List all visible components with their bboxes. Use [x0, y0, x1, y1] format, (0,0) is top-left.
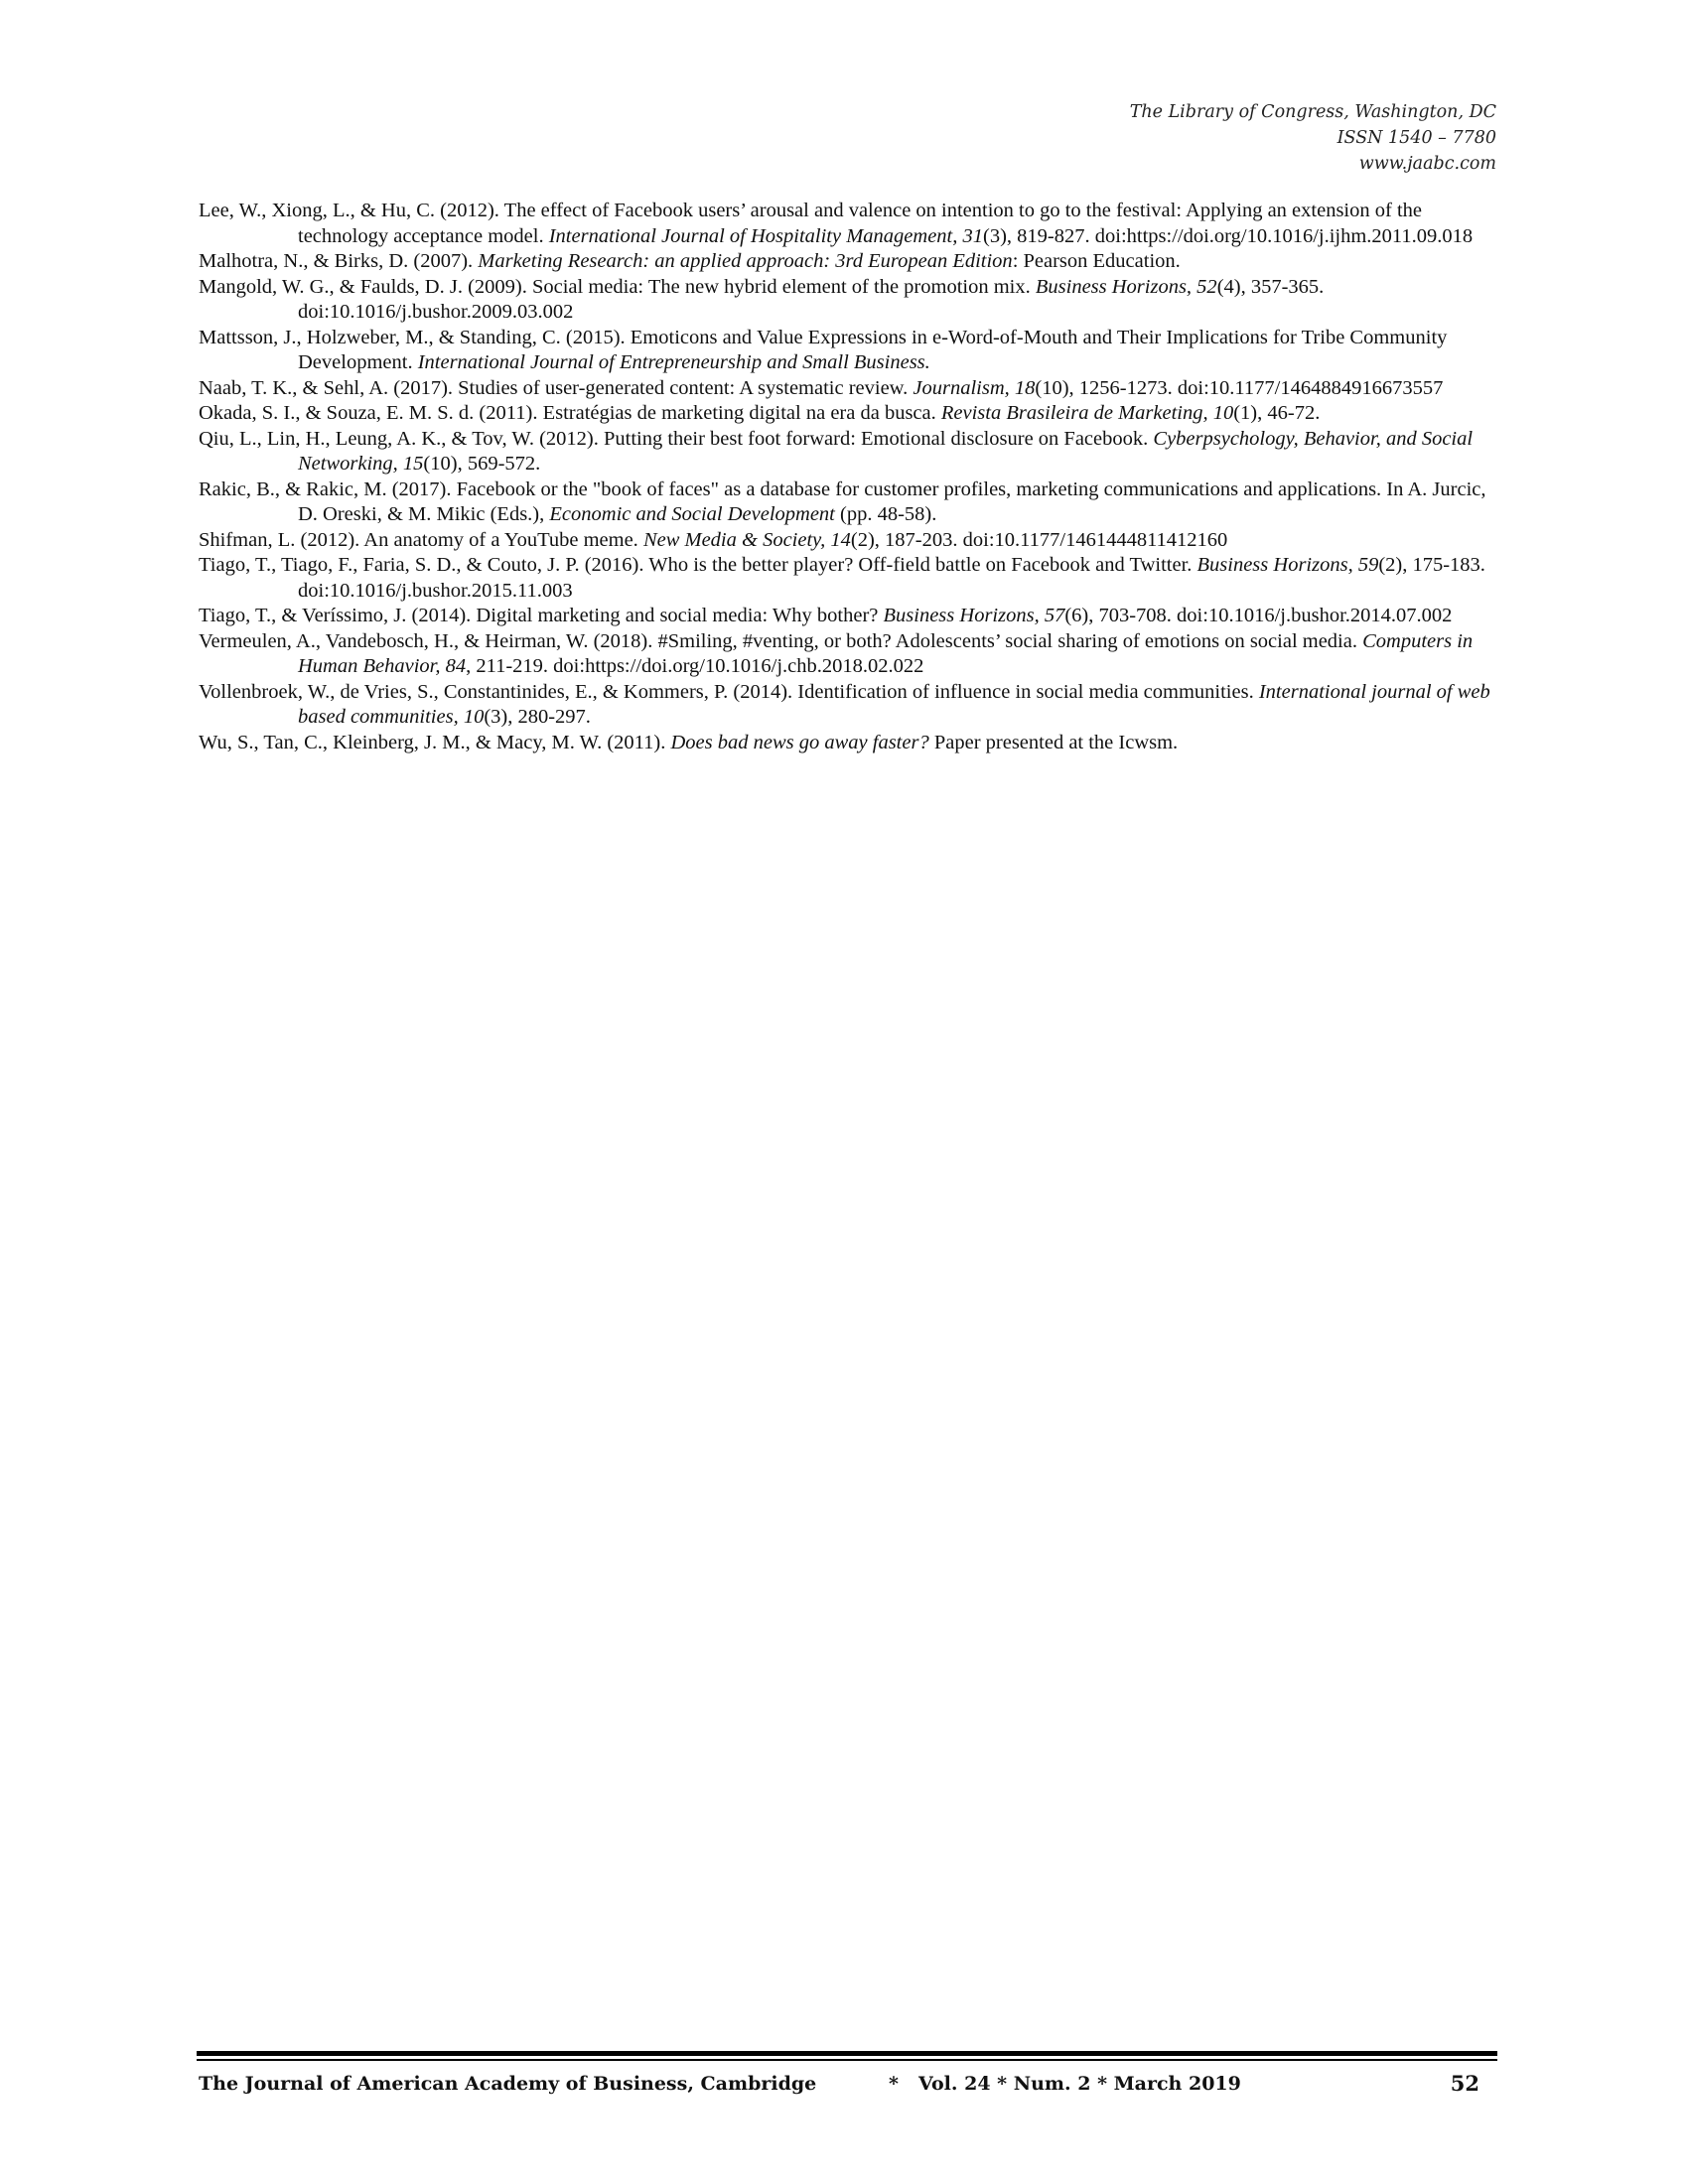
reference-entry [199, 401, 1499, 427]
reference-source: Business Horizons, 57 [883, 605, 1065, 626]
reference-entry [199, 249, 1499, 275]
reference-entry [199, 528, 1499, 554]
reference-source: International Journal of Hospitality Management, 31 [548, 224, 984, 247]
reference-text: (3), 280-297. [484, 706, 591, 728]
reference-source: Marketing Research: an applied approach: 3rd European Edition [478, 250, 1013, 272]
reference-entry [199, 199, 1499, 249]
reference-text: Mattsson, J., Holzweber, M., & Standing, C. (2015). Emoticons and Value Expressions in e-Word-of-Mouth and Their Implications for Tribe Community Development. [199, 326, 1448, 373]
reference-text: (1), 46-72. [1233, 402, 1321, 424]
footer-volume-info: Vol. 24 * Num. 2 * March 2019 [918, 2073, 1241, 2095]
reference-source: Computers in Human Behavior, 84 [298, 629, 1474, 677]
footer-rule-thick [197, 2051, 1497, 2056]
reference-text: Tiago, T., & Veríssimo, J. (2014). Digital marketing and social media: Why bother? [199, 605, 884, 626]
reference-text: (10), 569-572. [423, 453, 541, 475]
reference-source: Economic and Social Development [549, 503, 835, 525]
reference-text: (4), 357-365. doi:10.1016/j.bushor.2009.03.002 [298, 275, 1325, 323]
reference-text: (2), 187-203. doi:10.1177/1461444811412160 [850, 528, 1228, 551]
reference-text: Malhotra, N., & Birks, D. (2007). [199, 250, 479, 272]
footer-rule-thin [197, 2059, 1497, 2061]
header-issn-line: ISSN 1540 – 7780 [1336, 128, 1496, 148]
reference-source: Business Horizons, 59 [1196, 554, 1379, 576]
header-website-line: www.jaabc.com [1358, 154, 1496, 174]
reference-text: (6), 703-708. doi:10.1016/j.bushor.2014.07.002 [1064, 605, 1453, 626]
reference-list [199, 199, 1499, 755]
reference-text: (10), 1256-1273. doi:10.1177/1464884916673557 [1035, 376, 1444, 399]
reference-text: Shifman, L. (2012). An anatomy of a YouTube meme. [199, 528, 643, 551]
footer-journal-name: The Journal of American Academy of Business, Cambridge [199, 2073, 817, 2095]
reference-source: Business Horizons, 52 [1035, 275, 1217, 298]
reference-source: International Journal of Entrepreneurship and Small Business. [417, 351, 930, 373]
footer-separator: * [889, 2073, 899, 2095]
reference-text: Rakic, B., & Rakic, M. (2017). Facebook or the "book of faces" as a database for customer profiles, marketing communications and applications. In A. Jurcic, D. Oreski, & M. Mikic (Eds.), [199, 478, 1486, 525]
reference-source: New Media & Society, 14 [642, 528, 851, 551]
reference-entry [199, 376, 1499, 402]
reference-source: Does bad news go away faster? [670, 731, 929, 753]
reference-text: Vollenbroek, W., de Vries, S., Constantinides, E., & Kommers, P. (2014). Identification of influence in social media communities. [199, 680, 1259, 703]
reference-text: : Pearson Education. [1012, 250, 1181, 272]
reference-text: Wu, S., Tan, C., Kleinberg, J. M., & Macy, M. W. (2011). [199, 731, 671, 753]
reference-text: Mangold, W. G., & Faulds, D. J. (2009). Social media: The new hybrid element of the promotion mix. [199, 275, 1036, 298]
reference-source: Journalism, 18 [913, 376, 1036, 399]
reference-entry [199, 604, 1499, 629]
reference-source: International journal of web based communities, 10 [298, 680, 1490, 728]
reference-text: (2), 175-183. doi:10.1016/j.bushor.2015.11.003 [298, 554, 1485, 602]
reference-text: (3), 819-827. doi:https://doi.org/10.1016/j.ijhm.2011.09.018 [983, 224, 1474, 247]
reference-text: Vermeulen, A., Vandebosch, H., & Heirman, W. (2018). #Smiling, #venting, or both? Adolescents’ social sharing of emotions on social media. [199, 629, 1363, 652]
reference-entry [199, 553, 1499, 604]
reference-entry [199, 275, 1499, 326]
reference-text: Tiago, T., Tiago, F., Faria, S. D., & Couto, J. P. (2016). Who is the better player? Off-field battle on Facebook and Twitter. [199, 554, 1197, 576]
header-library-line: The Library of Congress, Washington, DC [1129, 102, 1496, 122]
reference-text: Paper presented at the Icwsm. [928, 731, 1179, 753]
reference-entry [199, 680, 1499, 731]
reference-entry [199, 478, 1499, 528]
reference-source: Revista Brasileira de Marketing, 10 [940, 402, 1234, 424]
reference-text: Qiu, L., Lin, H., Leung, A. K., & Tov, W. (2012). Putting their best foot forward: Emotional disclosure on Facebook. [199, 427, 1154, 450]
reference-text: Okada, S. I., & Souza, E. M. S. d. (2011). Estratégias de marketing digital na era da busca. [199, 402, 941, 424]
reference-entry [199, 326, 1499, 376]
running-header [1130, 99, 1496, 177]
reference-entry [199, 731, 1499, 756]
reference-text: Naab, T. K., & Sehl, A. (2017). Studies of user-generated content: A systematic review. [199, 376, 914, 399]
reference-text: , 211-219. doi:https://doi.org/10.1016/j.chb.2018.02.022 [466, 655, 924, 677]
reference-text: (pp. 48-58). [834, 503, 937, 525]
reference-text: Lee, W., Xiong, L., & Hu, C. (2012). The effect of Facebook users’ arousal and valence on intention to go to the festival: Applying an extension of the technology acceptance model. [199, 200, 1422, 247]
page-number: 52 [1450, 2071, 1479, 2096]
reference-entry [199, 629, 1499, 680]
reference-source: Cyberpsychology, Behavior, and Social Networking, 15 [298, 427, 1474, 475]
reference-entry [199, 427, 1499, 478]
